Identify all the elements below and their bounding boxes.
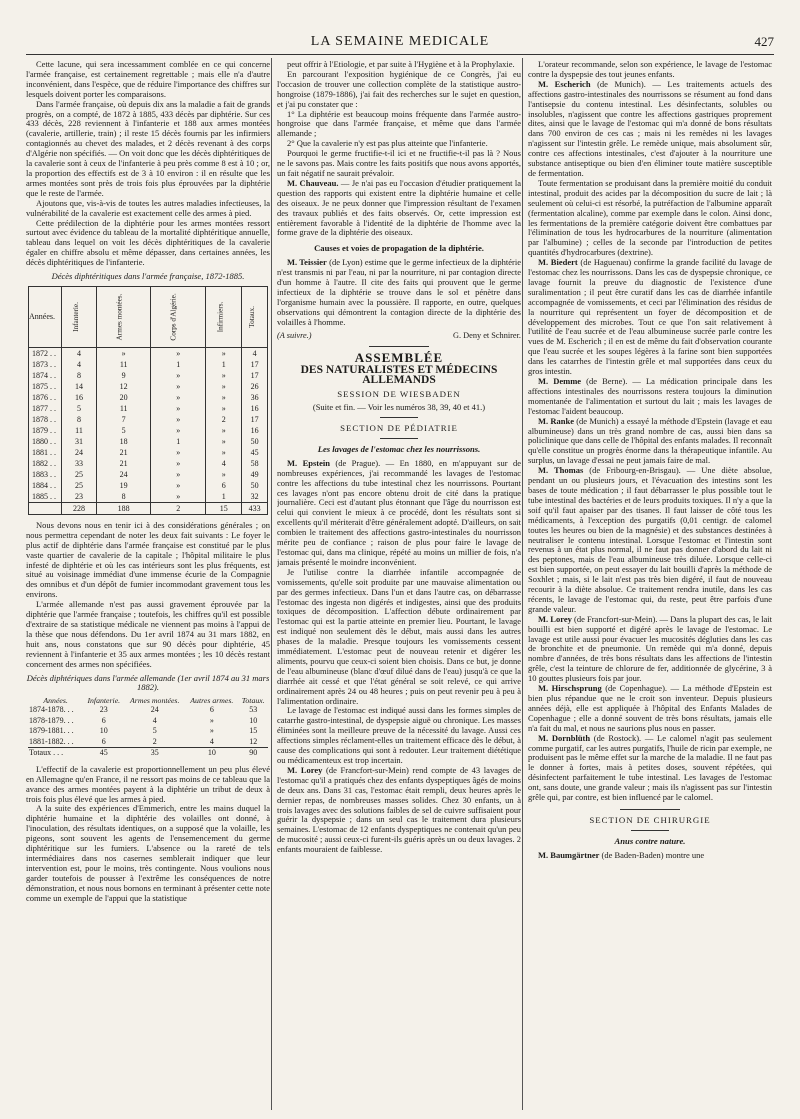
speaker-name: M. Thomas	[538, 465, 584, 476]
table-header-cell	[97, 286, 151, 347]
table-cell: 20	[97, 392, 151, 403]
table-cell: 24	[62, 447, 97, 458]
table-header-cell	[29, 286, 62, 347]
column-3	[528, 60, 772, 1110]
section-title: SECTION DE CHIRURGIE	[589, 814, 711, 825]
table-cell: »	[151, 480, 206, 491]
table-row	[29, 392, 268, 403]
table-cell: 36	[242, 392, 268, 403]
header-label: Totaux.	[248, 306, 257, 329]
table-row	[28, 737, 268, 748]
assembly-title: ASSEMBLÉE	[354, 350, 444, 366]
table-cell: »	[151, 425, 206, 436]
table-cell: 8	[62, 370, 97, 381]
paragraph: peut offrir à l'Etiologie, et par suite à l'Hygiène et à la Prophylaxie.	[287, 60, 515, 69]
table-cell: 1884 . .	[29, 480, 62, 491]
column-2	[277, 60, 521, 1110]
paragraph-text: (de Baden-Baden) montre une	[599, 849, 705, 860]
table-cell: 5	[97, 425, 151, 436]
table-cell: 1883 . .	[29, 469, 62, 480]
table-header-cell	[62, 286, 97, 347]
paragraph-text: (de Lyon) estime que le germe infectieux de la diphtérie n'est transmis ni par l'eau, ni par la nourriture, ni par contagion directe d'un homme à l'autre. Il cite des faits qui prouvent que le germe infectieux de la diphtérie se trouve dans le sol et pénètre dans l'organisme humain avec la poussière. Il rapporte, en outre, quelques observations qui démontrent la contagion directe de la diphtérie des volailles à l'homme.	[277, 257, 521, 327]
table-cell: 16	[242, 403, 268, 414]
table-cell: 25	[62, 469, 97, 480]
table-cell: 12	[97, 381, 151, 392]
table-cell: 4	[152, 715, 157, 725]
speaker-name: M. Demme	[538, 376, 582, 386]
demme-paragraph	[528, 377, 772, 417]
lorey-paragraph	[277, 766, 521, 855]
speaker-name: M. Teissier	[287, 257, 327, 268]
table-cell: 4	[209, 736, 214, 746]
paragraph-text: (de Fribourg-en-Brisgau). — Une diète absolue, pendant un ou plusieurs jours, et l'évacuation des intestins sont les bases de toute médication ; il faut débarrasser le plus possible tout le tube intestinal des bactéries et de leurs produits toxiques. Il n'y a que la soif qu'il faut apaiser par des tisanes. Il faut laisser de côté tous les médicaments, à l'exception des purgatifs (0,01 centigr. de calomel toutes les heures ou bien de la magnésie) et des substances destinées à neutraliser le contenu intestinal. Lorsque l'estomac et l'intestin sont revenus à un état plus normal, il ne faut pas donner d'abord du lait ni des peptones, mais de l'eau albumineuse très diluée. Lorsque celle-ci est bien supportée, on peut essayer du lait bouilli d'après la méthode de Soxhlet ; mais, si le lait n'est pas très bien digéré, il faut de nouveau recourir à la diète absolue. Ce traitement rendra inutile, dans les cas récents, le lavage de l'estomac qui, du reste, peut être parfois d'une grande valeur.	[528, 465, 772, 614]
table1-caption: Décès diphtéritiques dans l'armée française, 1872-1885.	[51, 271, 245, 282]
table-cell: »	[206, 347, 242, 359]
table-cell: 11	[97, 359, 151, 370]
speaker-name: M. Lorey	[287, 764, 323, 775]
table-cell: 2	[151, 502, 206, 514]
biedert-paragraph	[528, 258, 772, 377]
table-cell: 1	[206, 491, 242, 503]
table-cell: »	[151, 370, 206, 381]
table-row	[29, 469, 268, 480]
paragraph: Pourquoi le germe fructifie-t-il ici et ne fructifie-t-il pas là ? Nous ne le savons pas. Mais contre les faits positifs que nous avons apportés, un fait négatif ne saurait prévaloir.	[277, 148, 521, 178]
table-cell: »	[206, 370, 242, 381]
subheading-anus: Anus contre nature.	[614, 835, 686, 846]
paragraph: Dans l'armée française, où depuis dix ans la maladie a fait de grands progrès, on a compté, de 1872 à 1885, 433 décès par diphtérie. Sur ces 433 décès, 228 reviennent à l'infanterie et 188 aux armes montées (cavalerie, artillerie, train) ; il reste 15 décès fournis par les infirmiers contagionnés au chevet des malades, et 2 décès revenant à des corps d'Algérie non spécifiés. — On voit donc que les décès diphtéritiques de la cavalerie sont à ceux de l'infanterie à peu près comme 8 est à 10 ; or, la proportion des effectifs est de 3 à 10 environ : il en résulte que les armes montées sont près de trois fois plus éprouvées par la diphtérie que le reste de l'armée.	[26, 98, 270, 198]
table-cell: 19	[97, 480, 151, 491]
table-cell: 9	[97, 370, 151, 381]
table-cell: 1872 . .	[29, 347, 62, 359]
table-cell: 1882 . .	[29, 458, 62, 469]
subheading-lavages: Les lavages de l'estomac chez les nourrissons.	[317, 443, 481, 454]
table-cell: 1876 . .	[29, 392, 62, 403]
paragraph-text: (de Prague). — En 1880, en m'appuyant sur de nombreuses expériences, j'ai recommandé les lavages de l'estomac contre les affections du tube intestinal chez les nourrissons. Pourtant ces lavages n'ont pas encore obtenu droit de cité dans la pratique journalière. Ceci est d'autant plus étonnant que l'âge du nourrisson est celui qui convient le mieux à ce procédé, dont les résultats sont si excellents qu'il mériterait d'être généralement adopté. D'ailleurs, on sait combien le traitement des affections gastro-intestinales du nourrisson mérite peu de confiance ; raison de plus pour faire le lavage de l'estomac qui, dans ma clinique, répété au moins un millier de fois, n'a jamais présenté le moindre inconvénient.	[277, 457, 521, 567]
paragraph: Cette prédilection de la diphtérie pour les armes montées ressort surtout avec évidence du tableau de la mortalité diphtéritique annuelle, tableau dans lequel on voit les décès diphtéritiques de la cavalerie égaler en chiffre absolu et même dépasser, dans certaines années, les décès diphtéritiques de l'infanterie.	[26, 217, 270, 268]
table-cell: 23	[62, 491, 97, 503]
journal-title: LA SEMAINE MEDICALE	[310, 34, 490, 49]
table-cell: 58	[242, 458, 268, 469]
speaker-name: M. Ranke	[538, 415, 574, 426]
table-totals-row	[29, 502, 268, 514]
table-cell: 1878-1879. . .	[29, 715, 74, 725]
table-cell: 1885 . .	[29, 491, 62, 503]
table-cell	[29, 502, 62, 514]
table-header-cell: Armes montées.	[130, 696, 180, 706]
header-label: Infanterie.	[71, 302, 80, 333]
table-cell: 4	[62, 347, 97, 359]
session-name: SESSION DE WIESBADEN	[337, 389, 461, 400]
divider	[631, 830, 669, 831]
table-cell: 45	[83, 748, 124, 759]
paragraph-text: (de Copenhague). — La méthode d'Epstein est bien plus répandue que ne le croit son inventeur. Depuis plusieurs années déjà, elle est appliquée à l'hôpital des Enfants Malades de Copenhague ; elle a donné souvent de très bons résultats, jamais elle n'a fait du mal, et nous ne saurions plus nous en passer.	[528, 683, 772, 733]
paragraph: 2° Que la cavalerie n'y est pas plus atteinte que l'infanterie.	[287, 138, 488, 149]
divider	[380, 438, 418, 439]
table-cell: 1877 . .	[29, 403, 62, 414]
continuation-note: (Suite et fin. — Voir les numéros 38, 39, 40 et 41.)	[312, 402, 486, 413]
page-number: 427	[754, 34, 774, 49]
paragraph: Cette lacune, qui sera incessamment comblée en ce qui concerne l'armée française, est certainement regrettable ; mais elle n'a d'autre inconvénient, dans l'espèce, que de réduire l'importance des chiffres sur lesquels doivent porter les comparaisons.	[26, 60, 270, 99]
table-cell: 1878 . .	[29, 414, 62, 425]
epstein-paragraph	[277, 459, 521, 568]
speaker-name: M. Baumgärtner	[538, 849, 600, 860]
table-cell: 11	[62, 425, 97, 436]
table-row	[28, 726, 268, 737]
table-header-cell: Années.	[43, 696, 68, 706]
paragraph-text: (de Munich) a essayé la méthode d'Epstein (lavage et eau albumineuse) dans un très grand nombre de cas, aussi bien dans sa policlinique que dans celle de l'hôpital des enfants malades. Il reconnaît qu'elle constitue un progrès énorme dans la thérapeutique infantile. Au surplus, un lavage d'essai ne peut jamais faire de mal.	[528, 415, 772, 466]
paragraph: Je l'utilise contre la diarrhée infantile accompagnée de vomissements, qu'elle soit produite par une mauvaise alimentation ou par des germes infectieux. Dans l'un et dans l'autre cas, on débarrasse l'estomac des ingesta non digérés et indigestes, ainsi que des produits toxiques de décomposition. L'affection débute ordinairement par l'estomac qui est la partie atteinte en premier lieu. Pourtant, le lavage est indiqué non seulement dès le début, mais aussi dans les autres phases de la maladie. Presque toujours les vomissements cessent immédiatement. L'estomac peut de nouveau retenir et digérer les aliments, pourvu que ceux-ci soient bien choisis. Dans ce but, je donne de l'eau albumineuse (blanc d'œuf dilué dans de l'eau) jusqu'à ce que la diarrhée ait cessé et que l'état général se soit relevé, ce qui arrive ordinairement après 24 ou 48 heures ; puis on peut revenir peu à peu à l'alimentation ordinaire.	[277, 566, 521, 706]
table-header-cell	[206, 286, 242, 347]
section-title: SECTION DE PÉDIATRIE	[340, 423, 458, 433]
table-cell: »	[206, 392, 242, 403]
table-cell: 21	[97, 447, 151, 458]
table-cell: 31	[62, 436, 97, 447]
paragraph: 1° La diphtérie est beaucoup moins fréquente dans l'armée austro-hongroise que dans l'armée française, et même que dans l'armée allemande ;	[277, 108, 521, 139]
table-cell: 32	[242, 491, 268, 503]
table-cell: 6	[101, 715, 106, 725]
paragraph-text: (de Francfort-sur-Mein). — Dans la plupart des cas, le lait bouilli est bien supporté et digéré après le lavage de l'estomac. Le lavage est utile aussi pour évacuer les mucosités dégluties dans les cas de bronchite et de pneumonie. Un remède qui m'a donné, depuis nombre d'années, de très bons résultats dans les affections de l'intestin grêle, c'est la teinture de chlorure de fer, additionnée de glycérine, 3 à 10 gouttes plusieurs fois par jour.	[528, 613, 772, 684]
table-cell: 16	[242, 425, 268, 436]
table-cell: 1874 . .	[29, 370, 62, 381]
table-cell: 6	[209, 705, 214, 715]
table-cell: 6	[206, 480, 242, 491]
table-cell: »	[151, 469, 206, 480]
table-cell: »	[206, 436, 242, 447]
paragraph: L'orateur recommande, selon son expérience, le lavage de l'estomac contre la dyspepsie des tout jeunes enfants.	[528, 60, 772, 79]
table-cell: 4	[206, 458, 242, 469]
table-cell: 53	[249, 705, 258, 715]
escherich-paragraph	[528, 80, 772, 179]
speaker-name: M. Chauveau.	[287, 177, 339, 188]
paragraph-text: (de Haguenau) confirme la grande facilité du lavage de l'estomac chez les nourrissons. Dans les cas de dyspepsie chronique, ce lavage fournit la preuve du diagnostic de l'existence d'une suralimentation ; il peut être curatif dans les cas de diarrhée infantile accompagnée de vomissements, et ceci par l'élimination des résidus de la nourriture qui représentent un foyer de décomposition et de développement des microbes. Tout ce que l'on sait relativement à l'utilité de l'eau sucrée et de l'eau albumineuse sucrée parle contre les vues de M. Escherich ; il en est de même du fait d'observation courante que l'eau sucrée et les soupes légères à la farine sont bien supportées dans les catarrhes de l'intestin grêle et mal supportées dans ceux du gros intestin.	[528, 257, 772, 377]
table-cell: 1	[206, 359, 242, 370]
table-cell: »	[151, 447, 206, 458]
table-cell: 17	[242, 370, 268, 381]
table2-caption: Décès diphtériques dans l'armée allemande (1er avril 1874 au 31 mars 1882).	[26, 672, 270, 693]
divider	[380, 417, 418, 418]
french-army-table	[28, 286, 268, 515]
table-cell: 35	[124, 748, 185, 759]
table-cell: 1881-1882. . .	[29, 736, 74, 746]
table-cell: 26	[242, 381, 268, 392]
table-header-cell: Infanterie.	[87, 696, 121, 706]
table-cell: »	[151, 381, 206, 392]
column-divider	[271, 58, 272, 1110]
table-cell: 4	[242, 347, 268, 359]
table-row	[29, 447, 268, 458]
table-cell: 17	[242, 359, 268, 370]
speaker-name: M. Epstein	[287, 457, 330, 468]
paragraph: L'effectif de la cavalerie est proportionnellement un peu plus élevé en Allemagne qu'en France, il ne ressort pas moins de ce tableau que la avance des armes montées payent à la diphtérie un tribut de deux à trois fois plus élevé que les armes à pied.	[26, 763, 270, 804]
paragraph-text: — Je n'ai pas eu l'occasion d'étudier pratiquement la question des rapports qui existent entre la diphtérie humaine et celle des oiseaux. Je ne peux donner que l'impression résultant de l'examen des travaux publiés et des faits observés. Or, cette impression est entièrement favorable à l'identité de la diphtérie de l'homme avec la forme grave de la diphtérie des oiseaux.	[277, 177, 521, 238]
table-cell: »	[151, 458, 206, 469]
table-cell: 228	[62, 502, 97, 514]
table-cell: 1879 . .	[29, 425, 62, 436]
table-cell: »	[209, 715, 214, 725]
hirschsprung-paragraph	[528, 684, 772, 734]
table-cell: »	[151, 347, 206, 359]
col3-paragraphs-a	[528, 179, 772, 258]
table-cell: »	[97, 347, 151, 359]
chauveau-paragraph	[277, 179, 521, 238]
table-cell: 1	[151, 436, 206, 447]
paragraph-text: (de Munich). — Les traitements actuels des affections gastro-intestinales des nourrissons se résument au fond dans l'antisepsie du contenu intestinal. Les désinfectants, solubles ou insolubles, n'agissent que contre les affections gastriques proprement dites, ainsi que le lavage de l'estomac qui m'a donné de bons résultats dans 700 environ de ces cas ; mais ni les remèdes ni les lavages n'agissent sur l'intestin grêle. Le remède unique, mais absolument sûr, contre ces affections intestinales, c'est d'ajouter à la nourriture une substance antiseptique ou bien d'en éliminer toute matière susceptible de fermentation.	[528, 78, 772, 178]
table-cell: 18	[97, 436, 151, 447]
header-label: Années.	[29, 311, 55, 321]
table-cell: 33	[62, 458, 97, 469]
table-row	[29, 403, 268, 414]
paragraph: Le lavage de l'estomac est indiqué aussi dans les formes simples de catarrhe gastro-intestinal, de dyspepsie aiguë ou chronique. Les masses éliminées sont la meilleure preuve de la nécessité du lavage. Aussi ces affections simples réclament-elles un traitement efficace dès le début, à cause des complications qui sont à redouter. Leur traitement diététique ou médicamenteux est trop incertain.	[277, 705, 521, 765]
table-cell: »	[151, 414, 206, 425]
table-row	[28, 716, 268, 727]
col1-paragraphs-a	[26, 60, 270, 268]
table-row	[29, 359, 268, 370]
col2-paragraphs-b	[277, 568, 521, 766]
german-army-table	[28, 696, 268, 759]
paragraph: A la suite des expériences d'Emmerich, entre les mains duquel la diphtérie humaine et la diphtérie des volailles ont donné, à l'inoculation, des résultats identiques, on a supposé que la volaille, les pigeons, sont souvent les agents de l'ensemencement du germe diphtéritique sur les fumiers. L'absence ou la rareté de tels intermédiaires dans nos casernes semblerait indiquer que leur intervention est, pour le moins, très contingente. Nous voulions nous garder toutefois de pousser à l'extrême les conséquences de notre démonstration, et nous nous bornons en terminant à présenter cette note comme un exemple de l'appui que la statistique	[26, 803, 270, 903]
table-cell: 2	[206, 414, 242, 425]
header-rule	[26, 54, 774, 55]
dornbluth-paragraph	[528, 734, 772, 803]
table-header-cell: Totaux.	[241, 696, 265, 706]
speaker-name: M. Escherich	[538, 78, 591, 89]
table-cell: Totaux . . .	[28, 748, 83, 759]
table-cell: 50	[242, 480, 268, 491]
table-cell: 188	[97, 502, 151, 514]
page-header	[26, 34, 774, 54]
table-row	[29, 436, 268, 447]
header-label: Infirmiers.	[216, 302, 225, 333]
signature-line	[277, 331, 521, 341]
table-header-cell	[151, 286, 206, 347]
table-cell: 8	[97, 491, 151, 503]
table-cell: 15	[206, 502, 242, 514]
table-cell: 90	[238, 748, 268, 759]
speaker-name: M. Lorey	[538, 613, 572, 624]
paragraph: En parcourant l'exposition hygiénique de ce Congrès, j'ai eu l'occasion de trouver une collection complète de la statistique austro-hongroise (1879-1886), j'ai fait des recherches sur le sujet en question, et j'ai pu constater que :	[277, 68, 521, 109]
assembly-subtitle: DES NATURALISTES ET MÉDECINS ALLEMANDS	[300, 364, 498, 387]
col2-paragraphs-a	[277, 60, 521, 179]
table-header-cell	[242, 286, 268, 347]
table-cell: 24	[97, 469, 151, 480]
table-cell: 10	[249, 715, 258, 725]
table-cell: »	[206, 381, 242, 392]
paragraph-text: (de Rostock). — Le calomel n'agit pas seulement comme purgatif, car les autres purgatifs, l'huile de ricin par exemple, ne produisent pas le même effet sur la marche de la maladie. Il ne faut pas le donner à fortes, mais à petites doses, souvent répétées, qui désinfectent parfaitement le tube intestinal. Les lavages de l'estomac ont, sans doute, une grande valeur ; mais ils n'agissent pas sur l'intestin grêle qui, par contre, est bien influencé par le calomel.	[528, 732, 772, 803]
signature: G. Deny et Schnirer.	[453, 330, 521, 340]
table-row	[29, 370, 268, 381]
table-cell: 4	[62, 359, 97, 370]
table-cell: »	[206, 447, 242, 458]
speaker-name: M. Dornblüth	[538, 732, 591, 743]
table-cell: 8	[62, 414, 97, 425]
table-cell: 16	[62, 392, 97, 403]
ranke-paragraph	[528, 417, 772, 467]
table-cell: 12	[249, 736, 258, 746]
table-cell: 49	[242, 469, 268, 480]
table-row	[29, 414, 268, 425]
to-be-continued: (A suivre.)	[277, 330, 312, 340]
table-cell: 1879-1881. . .	[29, 726, 74, 736]
table-cell: 23	[99, 705, 108, 715]
col1-paragraphs-c	[26, 765, 270, 904]
table-cell: 24	[150, 705, 159, 715]
paragraph: Toute fermentation se produisant dans la première moitié du conduit intestinal, produit des acides par la décomposition du sucre de lait ; là seulement où celui-ci est résorbé, la putréfaction de l'albumine apparaît (fermentation alcaline), comme par exemple dans le colon. Ainsi donc, les fermentations de la première catégorie doivent être combattues par l'élimination de tous les hydrocarbures de la nourriture (alimentation par l'albumine) ; celles de la seconde par l'introduction de petites quantités d'hydrocarbures (dextrine).	[528, 177, 772, 258]
table-cell: 7	[97, 414, 151, 425]
divider	[620, 809, 680, 810]
table-header-cell: Autres armes.	[190, 696, 234, 706]
table-cell: »	[206, 469, 242, 480]
baumgartner-paragraph	[528, 851, 772, 861]
table-cell: 1875 . .	[29, 381, 62, 392]
table-cell: 433	[242, 502, 268, 514]
table-cell: 10	[99, 726, 108, 736]
paragraph: Nous devons nous en tenir ici à des considérations générales ; on nous permettra cependant de noter les deux fait suivants : Le foyer le plus actif de diphtérie dans l'armée française est constitué par le plus vaste quartier de cavalerie de la capitale ; l'hôpital militaire le plus infesté de diphtérie et où les cas intérieurs sont les plus fréquents, est situé au voisinage immédiat d'une immense écurie de la Compagnie des omnibus et d'un dépôt de fumier incommodant gravement tous les environs.	[26, 519, 270, 600]
table-cell: 11	[97, 403, 151, 414]
thomas-paragraph	[528, 466, 772, 615]
table-row	[29, 458, 268, 469]
table-cell: 1	[151, 359, 206, 370]
subheading-causes: Causes et voies de propagation de la diphtérie.	[314, 243, 484, 254]
table-cell: 1881 . .	[29, 447, 62, 458]
table-cell: 1880 . .	[29, 436, 62, 447]
table-cell: 45	[242, 447, 268, 458]
speaker-name: M. Biedert	[538, 257, 578, 268]
table-row	[29, 347, 268, 359]
divider	[369, 346, 429, 347]
col1-paragraphs-b	[26, 521, 270, 670]
teissier-paragraph	[277, 258, 521, 327]
table-row	[28, 705, 268, 716]
speaker-name: M. Hirschsprung	[538, 683, 602, 694]
table-cell: 21	[97, 458, 151, 469]
table-cell: 5	[152, 726, 157, 736]
table-cell: 2	[152, 736, 157, 746]
table-cell: »	[206, 403, 242, 414]
table-totals-row	[28, 748, 268, 759]
paragraph: L'armée allemande n'est pas aussi gravement éprouvée par la diphtérie que l'armée française ; toutefois, les chiffres qu'il est possible d'extraire de sa statistique médicale ne viennent pas moins à l'appui de la thèse que nous défendons. Du 1er avril 1874 au 31 mars 1882, en huit ans, nous constatons que sur 90 décès pour diphtérie, 45 reviennent à l'infanterie et 35 aux armes montées ; les 10 décès restant concernent des armes non spécifiées.	[26, 599, 270, 669]
table-cell: 17	[242, 414, 268, 425]
paragraph-text: (de Francfort-sur-Mein) rend compte de 43 lavages de l'estomac qu'il a pratiqués chez des enfants dyspeptiques âgés de moins de deux ans. Dans 31 cas, l'estomac était rempli, deux heures après le dernier repas, de nombreuses masses solides. Chez 30 enfants, un à trois lavages avec des solutions faibles de sel de cuivre suffisaient pour guérir la dyspepsie ; dans un seul cas le traitement dura plusieurs semaines. L'estomac de 12 enfants dyspeptiques ne contenait qu'un peu de mucosité ; aussi ceux-ci furent-ils guéris après un ou deux lavages. 2 enfants mouraient de faiblesse.	[277, 764, 521, 855]
table-cell: »	[151, 491, 206, 503]
table-cell: 50	[242, 436, 268, 447]
table-cell: 6	[101, 736, 106, 746]
table-row	[29, 480, 268, 491]
table-row	[29, 491, 268, 503]
table-cell: 10	[185, 748, 238, 759]
column-divider	[522, 58, 523, 1110]
paragraph-text: (de Berne). — La médication principale dans les affections intestinales des nourrissons restera toujours la diminution momentanée de l'alimentation et surtout du lait ; mais les lavages de l'estomac l'aident beaucoup.	[528, 376, 772, 416]
table-cell: 14	[62, 381, 97, 392]
paragraph: Ajoutons que, vis-à-vis de toutes les autres maladies infectieuses, la vulnérabilité de la cavalerie est exactement celle des armes à pied.	[26, 197, 270, 218]
table-cell: 25	[62, 480, 97, 491]
table-cell: »	[206, 425, 242, 436]
lorey2-paragraph	[528, 615, 772, 684]
table-row	[29, 425, 268, 436]
table-cell: »	[209, 726, 214, 736]
table-cell: »	[151, 403, 206, 414]
header-label: Armes montées.	[115, 294, 124, 341]
column-1	[26, 60, 270, 1110]
table-cell: »	[151, 392, 206, 403]
table-cell: 15	[249, 726, 258, 736]
table-cell: 5	[62, 403, 97, 414]
table-cell: 1874-1878. . .	[29, 705, 74, 715]
table-cell: 1873 . .	[29, 359, 62, 370]
table-row	[29, 381, 268, 392]
header-label: Corps d'Algérie.	[169, 293, 178, 342]
